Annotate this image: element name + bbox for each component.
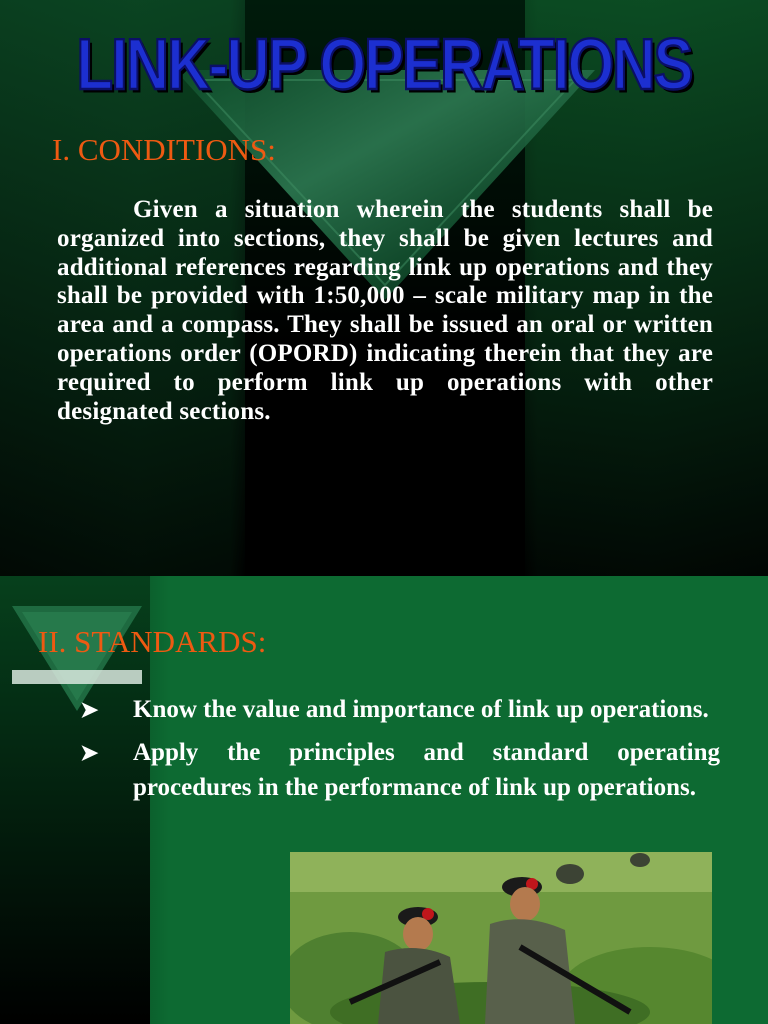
check-arrow-icon: ➤: [80, 740, 99, 765]
soldiers-photo: [290, 852, 712, 1024]
check-arrow-icon: ➤: [80, 697, 99, 722]
bullet-text: Know the value and importance of link up operations.: [133, 696, 709, 723]
standards-heading: II. STANDARDS:: [38, 624, 267, 659]
conditions-text: Given a situation wherein the students shall be organized into sections, they shall be given lectures and additional references regarding link up operations and they shall be provided with 1:50,000 – scale military map in the area and a compass. They shall be issued an oral or written operations order (OPORD) indicating therein that they are required to perform link up operations with other designated sections.: [57, 196, 713, 425]
bullet-text: Apply the principles and standard operating procedures in the performance of link up operations.: [133, 739, 720, 801]
list-item: [80, 735, 720, 805]
standards-list: [80, 692, 720, 813]
conditions-paragraph: [57, 196, 713, 426]
photo-illustration: [290, 852, 712, 1024]
slide-title: LINK-UP OPERATIONS: [76, 24, 692, 105]
list-item: [80, 692, 720, 727]
conditions-heading: I. CONDITIONS:: [52, 132, 276, 167]
